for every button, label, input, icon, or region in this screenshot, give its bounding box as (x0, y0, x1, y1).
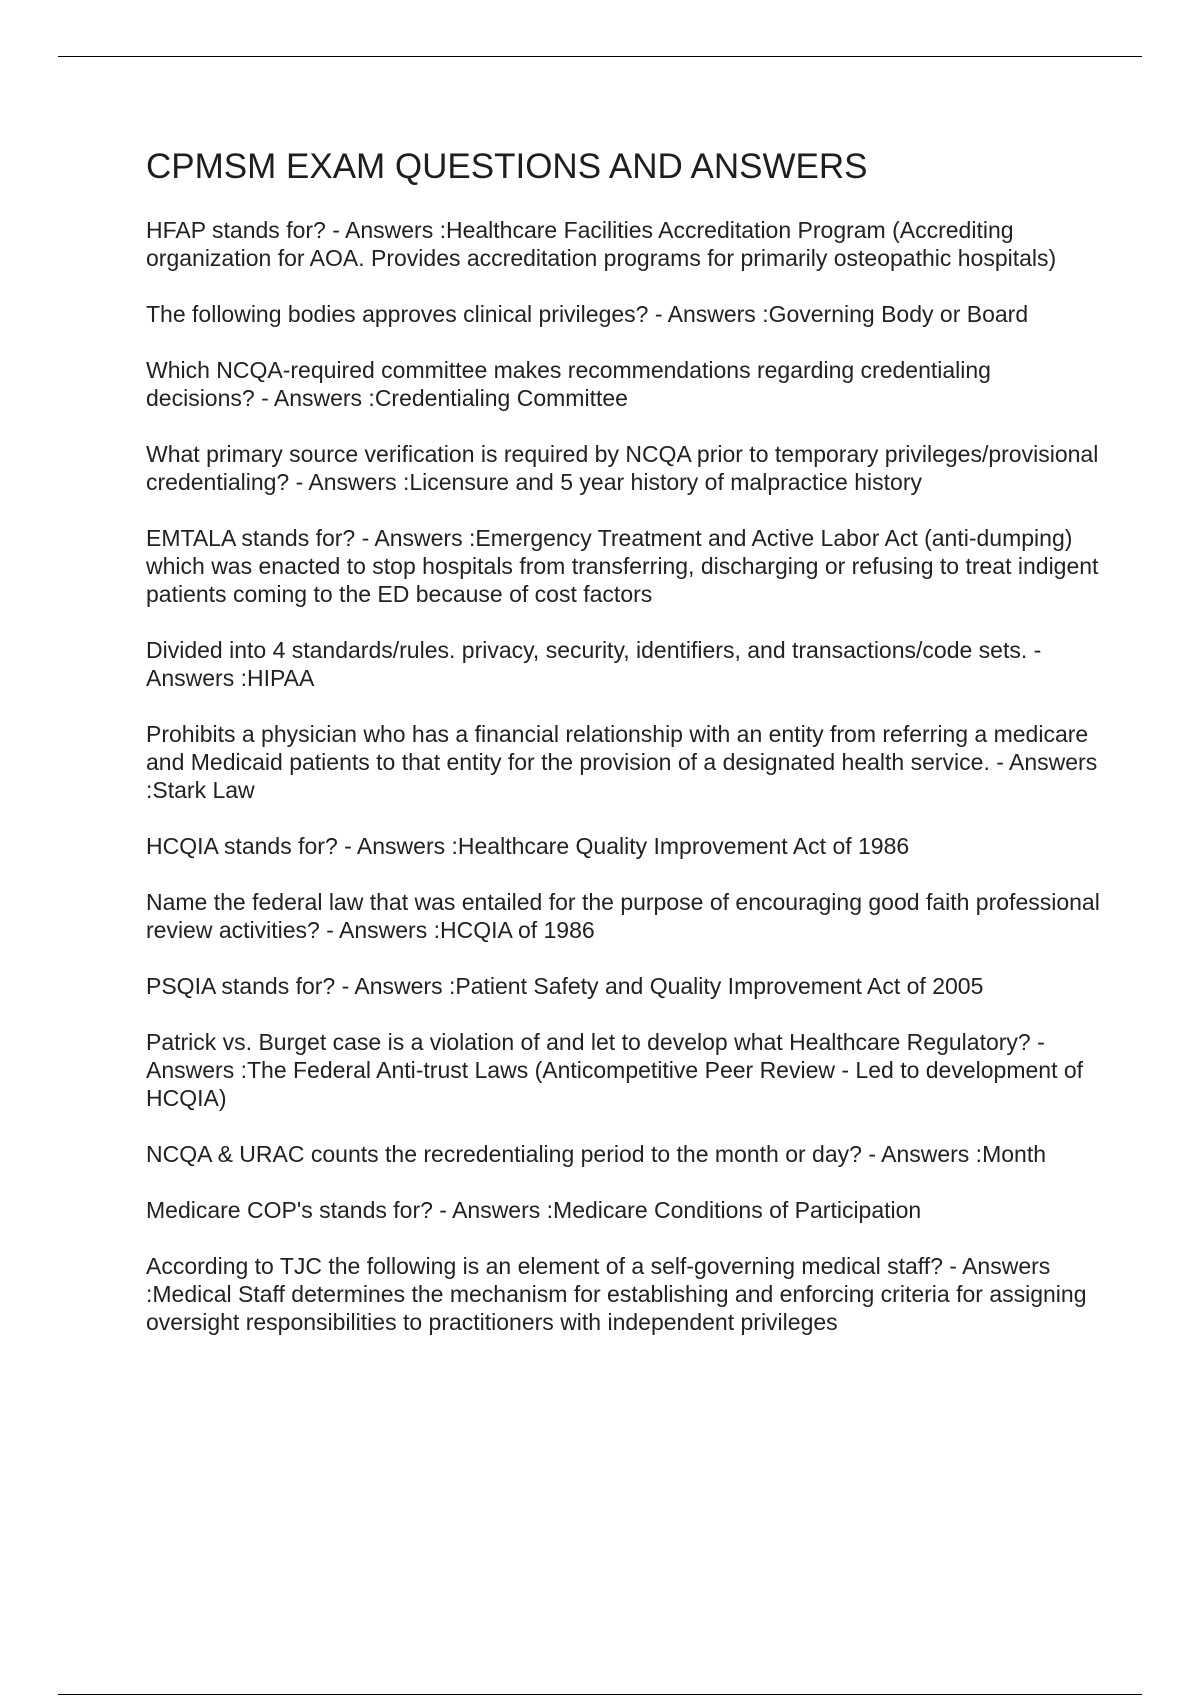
bottom-divider (58, 1694, 1142, 1695)
qa-item-good-faith-review: Name the federal law that was entailed for the purpose of encouraging good faith professional review activities? - Answers :HCQIA of 1986 (146, 889, 1100, 943)
qa-item-medicare-cop: Medicare COP's stands for? - Answers :Medicare Conditions of Participation (146, 1197, 922, 1223)
qa-item-hcqia: HCQIA stands for? - Answers :Healthcare Quality Improvement Act of 1986 (146, 833, 910, 859)
qa-list (146, 216, 1106, 1336)
qa-item-credentialing-committee: Which NCQA-required committee makes recommendations regarding credentialing decisions? - Answers :Credentialing Committee (146, 357, 991, 411)
qa-item-clinical-privileges: The following bodies approves clinical privileges? - Answers :Governing Body or Board (146, 301, 1029, 327)
qa-item-primary-source-verification: What primary source verification is required by NCQA prior to temporary privileges/provisional credentialing? - Answers :Licensure and 5 year history of malpractice history (146, 441, 1099, 495)
top-divider (58, 56, 1142, 57)
qa-item-patrick-vs-burget: Patrick vs. Burget case is a violation of and let to develop what Healthcare Regulatory? - Answers :The Federal Anti-trust Laws (Anticompetitive Peer Review - Led to development of HCQIA) (146, 1029, 1084, 1111)
qa-item-self-governing-staff: According to TJC the following is an element of a self-governing medical staff? - Answers :Medical Staff determines the mechanism for establishing and enforcing criteria for assigning oversight responsibilities to practitioners with independent privileges (146, 1253, 1087, 1335)
qa-item-stark-law: Prohibits a physician who has a financial relationship with an entity from referring a medicare and Medicaid patients to that entity for the provision of a designated health service. - Answers :Stark Law (146, 721, 1098, 803)
qa-item-hipaa: Divided into 4 standards/rules. privacy, security, identifiers, and transactions/code sets. - Answers :HIPAA (146, 637, 1042, 691)
qa-item-recredentialing-period: NCQA & URAC counts the recredentialing period to the month or day? - Answers :Month (146, 1141, 1046, 1167)
qa-item-psqia: PSQIA stands for? - Answers :Patient Safety and Quality Improvement Act of 2005 (146, 973, 984, 999)
qa-item-emtala: EMTALA stands for? - Answers :Emergency Treatment and Active Labor Act (anti-dumping) which was enacted to stop hospitals from transferring, discharging or refusing to treat indigent patients coming to the ED because of cost factors (146, 525, 1099, 607)
page-title: CPMSM EXAM QUESTIONS AND ANSWERS (146, 147, 868, 186)
document-body (146, 146, 1106, 1364)
qa-item-hfap: HFAP stands for? - Answers :Healthcare Facilities Accreditation Program (Accrediting organization for AOA. Provides accreditation programs for primarily osteopathic hospitals) (146, 217, 1057, 271)
